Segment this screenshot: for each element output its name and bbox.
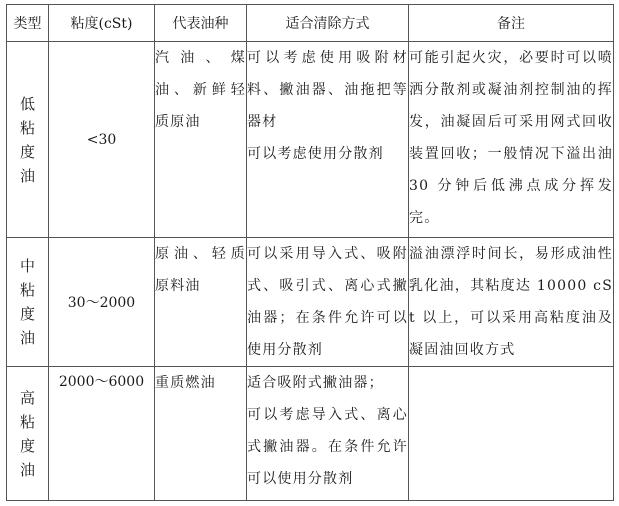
cell-remark (409, 367, 614, 501)
oil-spill-table (6, 4, 614, 501)
table-row (7, 367, 614, 501)
type-label: 低粘度油 (19, 94, 35, 185)
cell-viscosity: <30 (49, 42, 155, 238)
cell-methods (247, 367, 409, 501)
header-methods: 适合清除方式 (247, 5, 409, 42)
cell-methods (247, 238, 409, 367)
header-remark: 备注 (409, 5, 614, 42)
header-oil: 代表油种 (155, 5, 247, 42)
table-row (7, 42, 614, 238)
cell-type (7, 42, 49, 238)
header-viscosity: 粘度(cSt) (49, 5, 155, 42)
type-label: 中粘度油 (19, 257, 35, 347)
table-header-row (7, 5, 614, 42)
cell-type (7, 238, 49, 367)
cell-methods (247, 42, 409, 238)
cell-remark: 可能引起火灾，必要时可以喷洒分散剂或凝油剂控制油的挥发，油凝固后可采用网式回收装置回收；一般情况下溢出油 30 分钟后低沸点成分挥发完。 (409, 42, 614, 238)
cell-type (7, 367, 49, 501)
method-line: 可以考虑使用分散剂 (247, 146, 384, 162)
cell-oil: 重质燃油 (155, 367, 247, 501)
method-line: 适合吸附式撇油器； (247, 375, 384, 391)
method-line: 可以考虑使用吸附材料、撇油器、油拖把等器材 (247, 50, 408, 130)
cell-remark: 溢油漂浮时间长，易形成油性乳化油，其粘度达 10000 cSt 以上，可以采用高粘度油及凝固油回收方式 (409, 238, 614, 367)
method-line: 可以采用导入式、吸附式、吸引式、离心式撇油器；在条件允许可以使用分散剂 (247, 246, 408, 358)
cell-oil: 原油、轻质原料油 (155, 238, 247, 367)
cell-viscosity: 2000～6000 (49, 367, 155, 501)
header-type: 类型 (7, 5, 49, 42)
cell-viscosity: 30～2000 (49, 238, 155, 367)
type-label: 高粘度油 (19, 388, 35, 479)
method-line: 可以考虑导入式、离心式撇油器。在条件允许可以使用分散剂 (247, 407, 408, 487)
cell-oil: 汽油、煤油、新鲜轻质原油 (155, 42, 247, 238)
table-row (7, 238, 614, 367)
